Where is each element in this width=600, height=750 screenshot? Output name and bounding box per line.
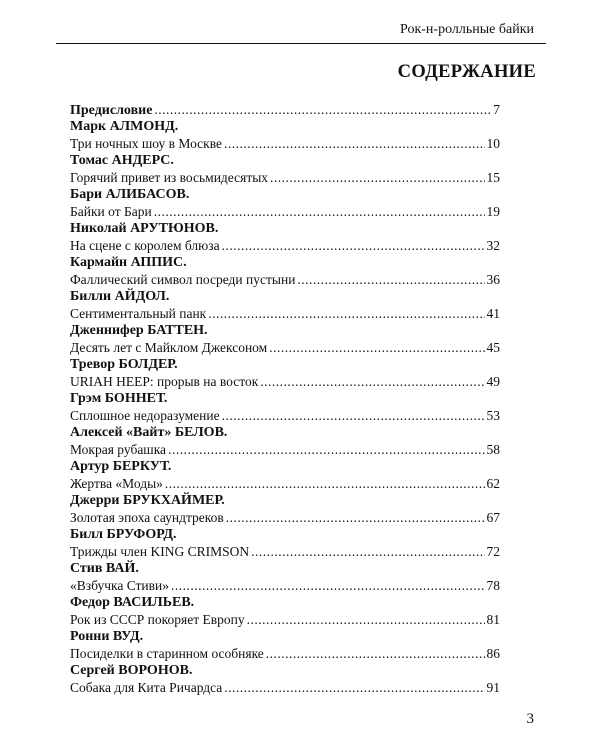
toc-author: Грэм БОННЕТ. [70, 391, 168, 406]
page-number: 3 [526, 711, 534, 727]
toc-preface-line [70, 101, 500, 118]
toc-story-title: Трижды член KING CRIMSON [70, 544, 250, 559]
header-rule [56, 43, 546, 44]
toc-entry-line [70, 271, 500, 288]
dot-leader [260, 373, 484, 390]
dot-leader [269, 339, 484, 356]
toc-author: Стив ВАЙ. [70, 561, 139, 576]
toc-author: Бари АЛИБАСОВ. [70, 187, 190, 202]
toc-page-number: 41 [486, 306, 500, 321]
toc-page-number: 67 [486, 510, 500, 525]
toc-author: Томас АНДЕРС. [70, 153, 174, 168]
toc-author: Джерри БРУКХАЙМЕР. [70, 493, 225, 508]
dot-leader [165, 475, 485, 492]
dot-leader [297, 271, 484, 288]
toc-page-number: 15 [486, 170, 500, 185]
dot-leader [266, 645, 485, 662]
toc-page-number: 91 [486, 680, 500, 695]
toc-page-number: 62 [486, 476, 500, 491]
toc-story-title: Байки от Бари [70, 204, 152, 219]
dot-leader [247, 611, 485, 628]
toc-entry-line [70, 441, 500, 458]
toc-story-title: Три ночных шоу в Москве [70, 136, 223, 151]
toc-entry-line [70, 577, 500, 594]
toc-author: Сергей ВОРОНОВ. [70, 663, 193, 678]
toc-page-number: 10 [486, 136, 500, 151]
toc-page-number: 58 [486, 442, 500, 457]
dot-leader [224, 135, 484, 152]
toc-author: Тревор БОЛДЕР. [70, 357, 178, 372]
toc-title: СОДЕРЖАНИЕ [397, 62, 536, 82]
toc-entry-line [70, 475, 500, 492]
toc-entry-line [70, 679, 500, 696]
toc-page-number: 53 [486, 408, 500, 423]
toc-page-number: 72 [486, 544, 500, 559]
toc-author: Кармайн АППИС. [70, 255, 187, 270]
dot-leader [168, 441, 484, 458]
dot-leader [222, 407, 485, 424]
toc-entry-line [70, 645, 500, 662]
dot-leader [154, 101, 491, 118]
toc-story-title: Золотая эпоха саундтреков [70, 510, 224, 525]
toc-story-title: «Взбучка Стиви» [70, 578, 170, 593]
toc-story-title: Рок из СССР покоряет Европу [70, 612, 245, 627]
toc-author: Алексей «Вайт» БЕЛОВ. [70, 425, 228, 440]
toc-entry-line [70, 237, 500, 254]
toc-author: Ронни ВУД. [70, 629, 144, 644]
toc-author: Билли АЙДОЛ. [70, 289, 170, 304]
toc-preface-page: 7 [493, 102, 500, 117]
toc-entry-line [70, 203, 500, 220]
dot-leader [226, 509, 485, 526]
toc-story-title: Мокрая рубашка [70, 442, 167, 457]
table-of-contents [70, 101, 500, 696]
toc-entry-line [70, 339, 500, 356]
dot-leader [154, 203, 485, 220]
toc-entry-line [70, 407, 500, 424]
toc-author: Билл БРУФОРД. [70, 527, 177, 542]
dot-leader [171, 577, 484, 594]
toc-story-title: Жертва «Моды» [70, 476, 163, 491]
toc-story-title: Собака для Кита Ричардса [70, 680, 223, 695]
toc-page-number: 86 [486, 646, 500, 661]
toc-author: Марк АЛМОНД. [70, 119, 179, 134]
toc-story-title: URIAH HEEP: прорыв на восток [70, 374, 259, 389]
toc-author: Николай АРУТЮНОВ. [70, 221, 219, 236]
dot-leader [270, 169, 484, 186]
toc-story-title: Посиделки в старинном особняке [70, 646, 264, 661]
toc-author: Артур БЕРКУТ. [70, 459, 172, 474]
toc-story-title: Сентиментальный панк [70, 306, 207, 321]
toc-story-title: На сцене с королем блюза [70, 238, 220, 253]
toc-author: Дженнифер БАТТЕН. [70, 323, 208, 338]
toc-entry-line [70, 509, 500, 526]
toc-entry-line [70, 543, 500, 560]
toc-preface-title: Предисловие [70, 103, 153, 118]
dot-leader [222, 237, 485, 254]
dot-leader [224, 679, 484, 696]
toc-story-title: Сплошное недоразумение [70, 408, 220, 423]
toc-page-number: 81 [486, 612, 500, 627]
toc-entry-line [70, 611, 500, 628]
dot-leader [208, 305, 484, 322]
toc-page-number: 49 [486, 374, 500, 389]
toc-page-number: 19 [486, 204, 500, 219]
toc-entry-line [70, 373, 500, 390]
toc-entry-line [70, 169, 500, 186]
toc-story-title: Горячий привет из восьмидесятых [70, 170, 269, 185]
toc-author: Федор ВАСИЛЬЕВ. [70, 595, 195, 610]
toc-entry-line [70, 135, 500, 152]
toc-page-number: 45 [486, 340, 500, 355]
toc-page-number: 78 [486, 578, 500, 593]
dot-leader [251, 543, 484, 560]
toc-page-number: 32 [486, 238, 500, 253]
running-head: Рок-н-ролльные байки [400, 22, 534, 37]
toc-story-title: Десять лет с Майклом Джексоном [70, 340, 268, 355]
toc-story-title: Фаллический символ посреди пустыни [70, 272, 296, 287]
toc-page-number: 36 [486, 272, 500, 287]
toc-entry-line [70, 305, 500, 322]
